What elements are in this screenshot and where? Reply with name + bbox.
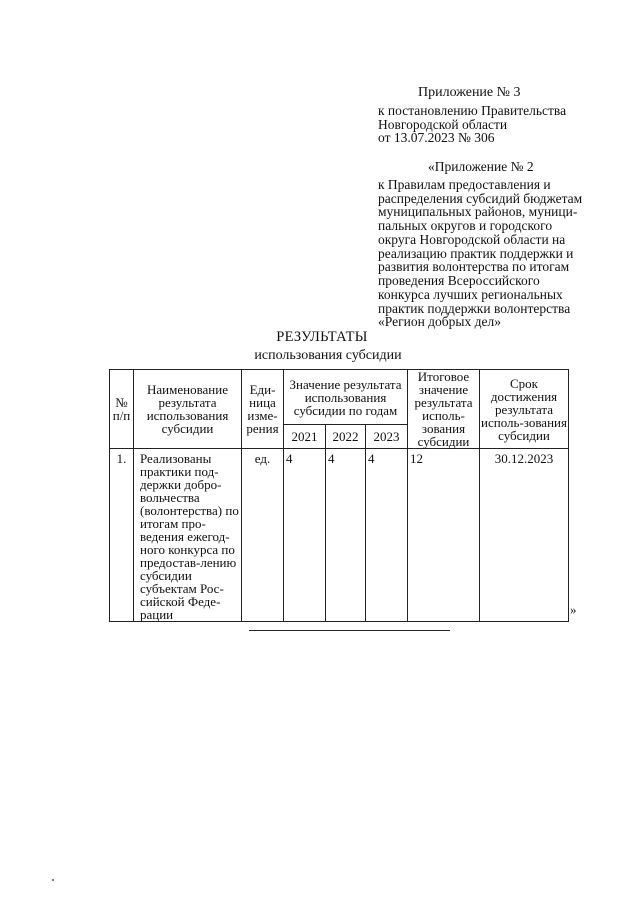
rules-title: «Приложение № 2 <box>428 159 534 174</box>
header-name: Наименование результата использования субсидии <box>134 370 242 449</box>
results-table <box>109 369 569 622</box>
rules-line-7: развития волонтерства по итогам <box>378 259 570 275</box>
cell-name: Реализованы практики под-держки добро-вольчества (волонтерства) по итогам про-ведения ежегод-ного конкурса по предостав-лению субсидии субъектам Рос-сийской Феде-рации <box>134 449 242 622</box>
cell-2023: 4 <box>366 449 408 622</box>
rules-line-11: «Регион добрых дел» <box>378 314 501 330</box>
header-unit: Еди-ница изме-рения <box>242 370 284 449</box>
rules-block <box>378 160 600 329</box>
cell-final: 12 <box>408 449 480 622</box>
header-num: № п/п <box>110 370 134 449</box>
signature-line <box>249 630 450 631</box>
header-final: Итоговое значение результата исполь-зования субсидии <box>408 370 480 449</box>
rules-line-5: округа Новгородской области на <box>378 231 566 247</box>
header-deadline: Срок достижения результата исполь-зования субсидии <box>480 370 569 449</box>
closing-quote: » <box>570 602 577 617</box>
rules-line-6: реализацию практик поддержки и <box>378 245 574 261</box>
rules-line-8: проведения Всероссийского <box>378 273 540 289</box>
cell-unit: ед. <box>242 449 284 622</box>
header-values: Значение результата использования субсидии по годам <box>284 370 408 425</box>
appendix-line-2: Новгородской области <box>378 117 508 132</box>
rules-line-4: пальных округов и городского <box>378 218 553 234</box>
cell-2022: 4 <box>326 449 366 622</box>
results-subheading: использования субсидии <box>254 348 402 363</box>
rules-line-9: конкурса лучших региональных <box>378 286 563 302</box>
scan-dot <box>52 879 54 881</box>
rules-line-3: муниципальных районов, муници- <box>378 204 578 220</box>
appendix-line-3: от 13.07.2023 № 306 <box>378 130 495 145</box>
rules-line-10: практик поддержки волонтерства <box>378 300 571 316</box>
results-heading: РЕЗУЛЬТАТЫ <box>276 329 368 345</box>
table-header-row <box>110 370 569 425</box>
rules-line-1: к Правилам предоставления и <box>378 176 551 192</box>
cell-2021: 4 <box>284 449 326 622</box>
header-year-2021: 2021 <box>284 425 326 449</box>
rules-line-2: распределения субсидий бюджетам <box>378 190 583 206</box>
cell-num: 1. <box>110 449 134 622</box>
appendix-title: Приложение № 3 <box>418 85 521 100</box>
appendix-line-1: к постановлению Правительства <box>378 103 567 118</box>
cell-deadline: 30.12.2023 <box>480 449 569 622</box>
header-year-2023: 2023 <box>366 425 408 449</box>
table-row <box>110 449 569 622</box>
header-year-2022: 2022 <box>326 425 366 449</box>
